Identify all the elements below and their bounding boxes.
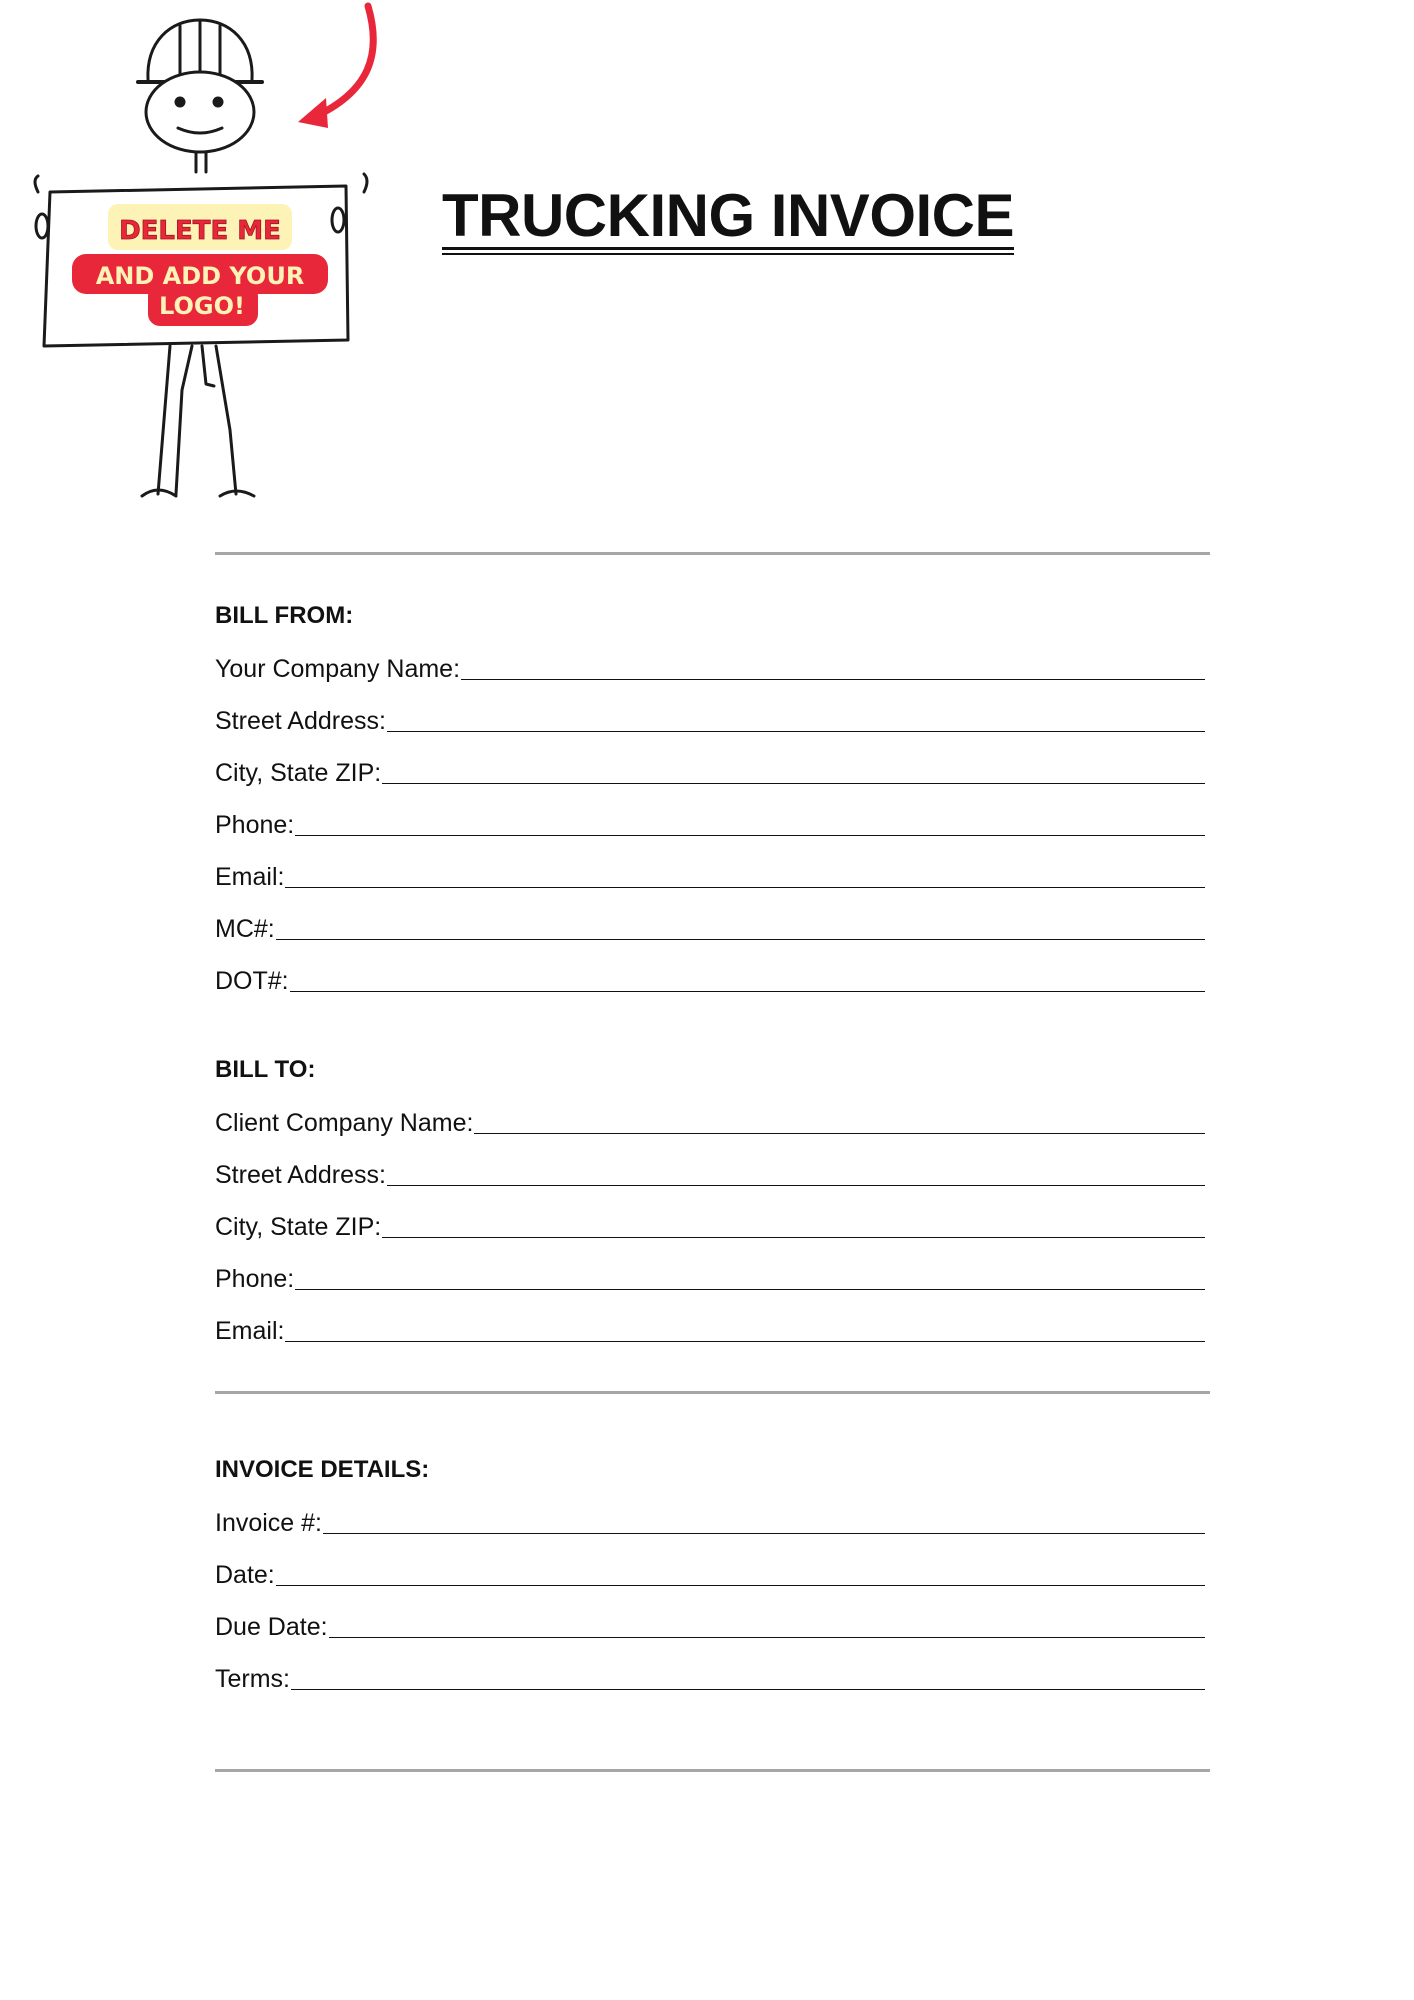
logo-placeholder-illustration[interactable]	[30, 0, 410, 520]
invoice-due-date-field[interactable]	[215, 1610, 1205, 1642]
fill-in-line[interactable]	[276, 917, 1205, 940]
field-label: Phone:	[215, 811, 295, 839]
fill-in-line[interactable]	[285, 865, 1205, 888]
badge-line2: AND ADD YOUR	[95, 262, 305, 290]
fill-in-line[interactable]	[290, 969, 1205, 992]
field-label: Street Address:	[215, 707, 386, 735]
face-icon	[146, 72, 254, 152]
invoice-terms-field[interactable]	[215, 1662, 1205, 1694]
field-label: Date:	[215, 1561, 275, 1589]
bill-to-city-state-zip-field[interactable]	[215, 1210, 1205, 1242]
bill-to-email-field[interactable]	[215, 1314, 1205, 1346]
field-label: Phone:	[215, 1265, 295, 1293]
divider-middle	[215, 1391, 1210, 1394]
fill-in-line[interactable]	[382, 1215, 1205, 1238]
field-label: Street Address:	[215, 1161, 386, 1189]
red-arrow-icon	[312, 6, 373, 118]
fill-in-line[interactable]	[387, 1163, 1205, 1186]
badge-line1: DELETE ME	[119, 216, 281, 246]
field-label: DOT#:	[215, 967, 289, 995]
bill-from-mc-number-field[interactable]	[215, 912, 1205, 944]
field-label: MC#:	[215, 915, 275, 943]
page-title: TRUCKING INVOICE	[442, 182, 1015, 249]
bill-to-heading: BILL TO:	[215, 1056, 316, 1083]
field-label: Client Company Name:	[215, 1109, 474, 1137]
field-label: City, State ZIP:	[215, 1213, 382, 1241]
field-label: Your Company Name:	[215, 655, 461, 683]
field-label: Email:	[215, 863, 285, 891]
bill-from-street-address-field[interactable]	[215, 704, 1205, 736]
fill-in-line[interactable]	[474, 1111, 1205, 1134]
bill-from-city-state-zip-field[interactable]	[215, 756, 1205, 788]
fill-in-line[interactable]	[291, 1667, 1205, 1690]
badge-line3: LOGO!	[159, 292, 245, 320]
fill-in-line[interactable]	[323, 1511, 1205, 1534]
fill-in-line[interactable]	[295, 1267, 1205, 1290]
field-label: Terms:	[215, 1665, 290, 1693]
fill-in-line[interactable]	[461, 657, 1205, 680]
bill-to-street-address-field[interactable]	[215, 1158, 1205, 1190]
bill-from-dot-number-field[interactable]	[215, 964, 1205, 996]
field-label: Email:	[215, 1317, 285, 1345]
field-label: City, State ZIP:	[215, 759, 382, 787]
field-label: Due Date:	[215, 1613, 328, 1641]
divider-top	[215, 552, 1210, 555]
bill-to-phone-field[interactable]	[215, 1262, 1205, 1294]
bill-from-heading: BILL FROM:	[215, 602, 354, 629]
fill-in-line[interactable]	[285, 1319, 1205, 1342]
divider-bottom	[215, 1769, 1210, 1772]
bill-from-email-field[interactable]	[215, 860, 1205, 892]
bill-to-client-company-name-field[interactable]	[215, 1106, 1205, 1138]
bill-from-company-name-field[interactable]	[215, 652, 1205, 684]
fill-in-line[interactable]	[387, 709, 1205, 732]
bill-from-phone-field[interactable]	[215, 808, 1205, 840]
field-label: Invoice #:	[215, 1509, 323, 1537]
fill-in-line[interactable]	[295, 813, 1205, 836]
stick-figure-legs	[158, 346, 236, 494]
invoice-details-heading: INVOICE DETAILS:	[215, 1456, 430, 1483]
invoice-date-field[interactable]	[215, 1558, 1205, 1590]
invoice-number-field[interactable]	[215, 1506, 1205, 1538]
fill-in-line[interactable]	[382, 761, 1205, 784]
fill-in-line[interactable]	[329, 1615, 1205, 1638]
fill-in-line[interactable]	[276, 1563, 1205, 1586]
